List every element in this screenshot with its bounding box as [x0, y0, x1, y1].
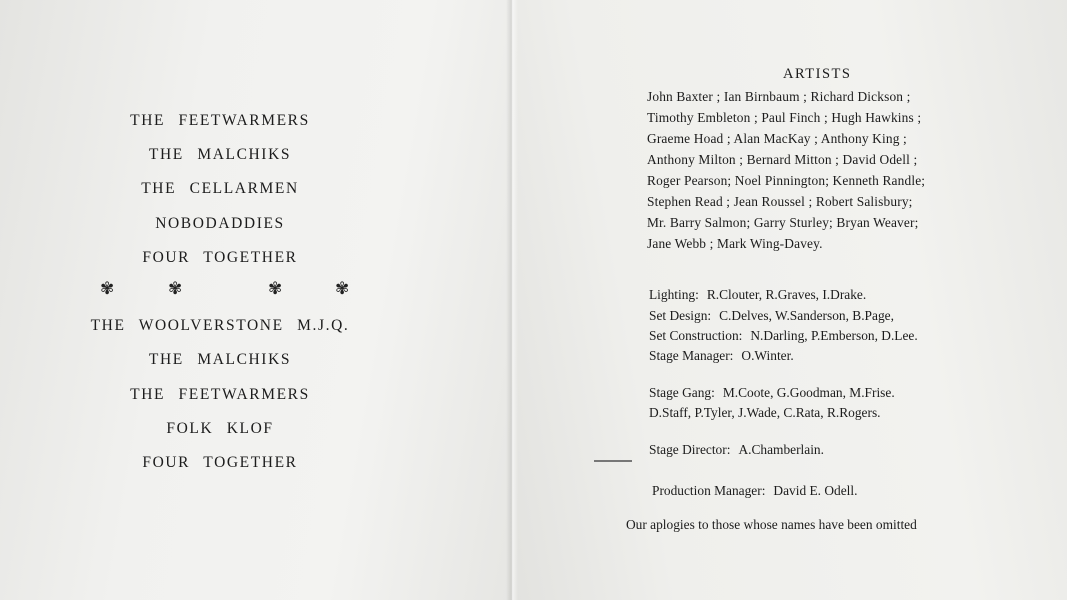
- credit-role: Set Construction:: [649, 328, 743, 343]
- credit-names: C.Delves, W.Sanderson, B.Page,: [719, 308, 894, 323]
- left-page: [0, 0, 512, 600]
- credit-names: M.Coote, G.Goodman, M.Frise.: [722, 385, 895, 400]
- page-fold: [506, 0, 518, 600]
- credit-names: R.Clouter, R.Graves, I.Drake.: [706, 287, 867, 302]
- interval-ornament: [60, 279, 380, 313]
- production-manager-credit: [652, 480, 1052, 501]
- programme-list: [60, 108, 380, 484]
- apology-note: Our aplogies to those whose names have been omitted: [626, 517, 917, 532]
- programme-item: NOBODADDIES: [155, 214, 285, 232]
- credit-role: Stage Director:: [649, 442, 731, 457]
- artists-line: Timothy Embleton ; Paul Finch ; Hugh Hawkins ;: [647, 110, 922, 125]
- credit-role: Set Design:: [649, 308, 712, 323]
- credit-names: A.Chamberlain.: [738, 442, 824, 457]
- programme-item: THE WOOLVERSTONE M.J.Q.: [90, 317, 350, 335]
- artists-line: Stephen Read ; Jean Roussel ; Robert Salisbury;: [647, 194, 913, 209]
- flower-ornament-icon: ✾: [335, 278, 351, 298]
- artists-line: Jane Webb ; Mark Wing-Davey.: [647, 236, 823, 251]
- programme-item: FOUR TOGETHER: [142, 248, 298, 266]
- programme-item: FOLK KLOF: [166, 419, 274, 437]
- programme-item: THE FEETWARMERS: [130, 385, 310, 403]
- credit-role: Production Manager:: [652, 483, 766, 498]
- stage-director-credit: [649, 439, 1049, 460]
- programme-item: THE FEETWARMERS: [130, 112, 310, 129]
- credit-names: D.Staff, P.Tyler, J.Wade, C.Rata, R.Rogers.: [649, 405, 881, 420]
- credit-role: Stage Manager:: [649, 348, 734, 363]
- set-design-credit: [649, 305, 1049, 326]
- artists-heading: ARTISTS: [783, 66, 852, 82]
- stage-gang-credit-continued: [649, 402, 1049, 423]
- stage-gang-credit: [649, 382, 1049, 403]
- credit-role: Lighting:: [649, 287, 699, 302]
- margin-dash: [594, 460, 632, 462]
- programme-item: FOUR TOGETHER: [142, 453, 298, 471]
- programme-item: THE MALCHIKS: [148, 351, 292, 369]
- flower-ornament-icon: ✾: [268, 278, 284, 298]
- artists-line: Anthony Milton ; Bernard Mitton ; David Odell ;: [647, 152, 918, 167]
- credit-role: Stage Gang:: [649, 385, 715, 400]
- artists-list: [647, 86, 1027, 254]
- credit-names: N.Darling, P.Emberson, D.Lee.: [750, 328, 918, 343]
- flower-ornament-icon: ✾: [168, 278, 184, 298]
- credit-names: O.Winter.: [741, 348, 794, 363]
- set-construction-credit: [649, 325, 1049, 346]
- programme-item: THE MALCHIKS: [148, 146, 292, 164]
- artists-line: Graeme Hoad ; Alan MacKay ; Anthony King ;: [647, 131, 907, 146]
- lighting-credit: [649, 284, 1049, 305]
- stage-manager-credit: [649, 345, 1049, 366]
- artists-line: John Baxter ; Ian Birnbaum ; Richard Dickson ;: [647, 89, 911, 104]
- programme-item: THE CELLARMEN: [141, 180, 299, 198]
- flower-ornament-icon: ✾: [100, 278, 116, 298]
- artists-line: Mr. Barry Salmon; Garry Sturley; Bryan Weaver;: [647, 215, 919, 230]
- artists-line: Roger Pearson; Noel Pinnington; Kenneth Randle;: [647, 173, 926, 188]
- credit-names: David E. Odell.: [773, 483, 858, 498]
